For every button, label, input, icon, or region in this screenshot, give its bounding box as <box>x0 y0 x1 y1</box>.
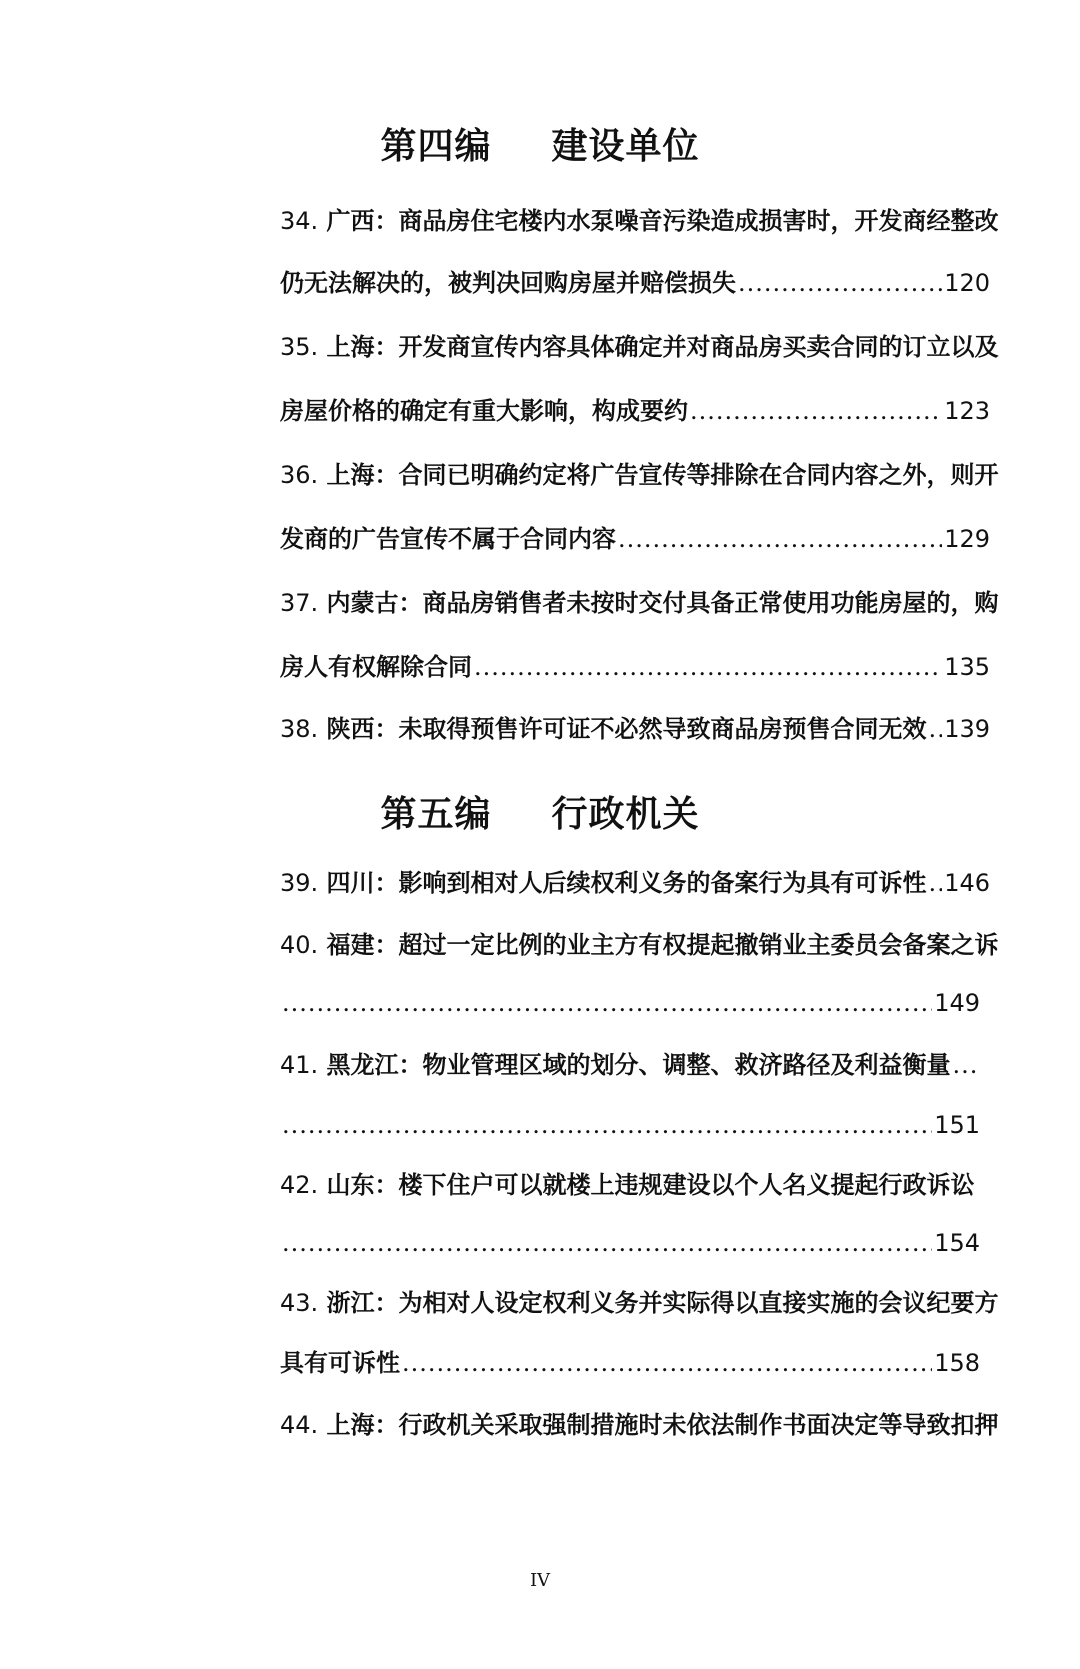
page-number: 158 <box>934 1349 980 1377</box>
entry-number: 35. <box>280 333 319 361</box>
entry-number: 43. <box>280 1289 319 1317</box>
leader-dots <box>929 712 943 746</box>
entry-title: 福建：超过一定比例的业主方有权提起撤销业主委员会备案之诉 <box>326 930 999 959</box>
entry-number: 34. <box>280 207 319 235</box>
page-number: 149 <box>934 989 980 1017</box>
toc-entry-34-line1[interactable] <box>280 204 1022 238</box>
toc-entry-42-line1[interactable] <box>280 1168 980 1202</box>
entry-number: 40. <box>280 931 319 959</box>
entry-title: 浙江：为相对人设定权利义务并实际得以直接实施的会议纪要方 <box>326 1288 999 1317</box>
entry-number: 41. <box>280 1051 319 1079</box>
entry-title: 上海：合同已明确约定将广告宣传等排除在合同内容之外，则开 <box>326 460 999 489</box>
toc-entry-36-line2[interactable] <box>280 522 990 556</box>
entry-title: 陕西：未取得预售许可证不必然导致商品房预售合同无效 <box>326 714 927 743</box>
toc-entry-43-line2[interactable] <box>280 1346 980 1380</box>
leader-dots <box>977 1168 978 1202</box>
entry-title: 广西：商品房住宅楼内水泵噪音污染造成损害时，开发商经整改 <box>326 206 999 235</box>
toc-entry-43-line1[interactable] <box>280 1286 1022 1320</box>
entry-title: 四川：影响到相对人后续权利义务的备案行为具有可诉性 <box>326 868 927 897</box>
leader-dots <box>953 1048 978 1082</box>
entry-title: 上海：行政机关采取强制措施时未依法制作书面决定等导致扣押 <box>326 1410 999 1439</box>
entry-title-cont: 房人有权解除合同 <box>280 652 472 681</box>
toc-entry-37-line1[interactable] <box>280 586 1022 620</box>
page-number: 139 <box>944 715 990 743</box>
page-number: 135 <box>944 653 990 681</box>
toc-entry-42-line2[interactable] <box>280 1226 980 1260</box>
entry-title-cont: 具有可诉性 <box>280 1348 400 1377</box>
leader-dots <box>690 394 942 428</box>
entry-number: 37. <box>280 589 319 617</box>
section-part-label: 第四编 <box>380 125 492 167</box>
section-part-label: 第五编 <box>380 793 492 835</box>
toc-entry-35-line1[interactable] <box>280 330 1022 364</box>
section-title-5 <box>0 786 1080 837</box>
page-number: 151 <box>934 1111 980 1139</box>
entry-title-cont: 房屋价格的确定有重大影响，构成要约 <box>280 396 688 425</box>
leader-dots <box>282 1108 932 1142</box>
toc-entry-38[interactable] <box>280 712 990 746</box>
section-name-label: 建设单位 <box>551 125 700 167</box>
leader-dots <box>618 522 942 556</box>
page-number: 120 <box>944 269 990 297</box>
toc-entry-41-line2[interactable] <box>280 1108 980 1142</box>
entry-title: 上海：开发商宣传内容具体确定并对商品房买卖合同的订立以及 <box>326 332 999 361</box>
leader-dots <box>402 1346 932 1380</box>
entry-title-cont: 仍无法解决的，被判决回购房屋并赔偿损失 <box>280 268 736 297</box>
leader-dots <box>282 1226 932 1260</box>
entry-title: 黑龙江：物业管理区域的划分、调整、救济路径及利益衡量 <box>326 1050 951 1079</box>
toc-entry-35-line2[interactable] <box>280 394 990 428</box>
page-footer-label: IV <box>529 1570 551 1591</box>
toc-entry-40-line2[interactable] <box>280 986 980 1020</box>
entry-number: 39. <box>280 869 319 897</box>
entry-title: 内蒙古：商品房销售者未按时交付具备正常使用功能房屋的，购 <box>326 588 999 617</box>
section-title-4 <box>0 118 1080 169</box>
leader-dots <box>929 866 943 900</box>
entry-number: 42. <box>280 1171 319 1199</box>
toc-entry-36-line1[interactable] <box>280 458 1022 492</box>
page-number: 154 <box>934 1229 980 1257</box>
leader-dots <box>282 986 932 1020</box>
toc-entry-39[interactable] <box>280 866 990 900</box>
section-name-label: 行政机关 <box>551 793 700 835</box>
entry-title-cont: 发商的广告宣传不属于合同内容 <box>280 524 616 553</box>
page-number: 146 <box>944 869 990 897</box>
toc-entry-41-line1[interactable] <box>280 1048 980 1082</box>
toc-entry-44-line1[interactable] <box>280 1408 1022 1442</box>
page-number: 129 <box>944 525 990 553</box>
leader-dots <box>474 650 942 684</box>
entry-title: 山东：楼下住户可以就楼上违规建设以个人名义提起行政诉讼 <box>326 1170 975 1199</box>
toc-entry-37-line2[interactable] <box>280 650 990 684</box>
entry-number: 38. <box>280 715 319 743</box>
toc-entry-34-line2[interactable] <box>280 266 990 300</box>
page-number: 123 <box>944 397 990 425</box>
toc-entry-40-line1[interactable] <box>280 928 999 962</box>
leader-dots <box>738 266 942 300</box>
entry-number: 44. <box>280 1411 319 1439</box>
entry-number: 36. <box>280 461 319 489</box>
